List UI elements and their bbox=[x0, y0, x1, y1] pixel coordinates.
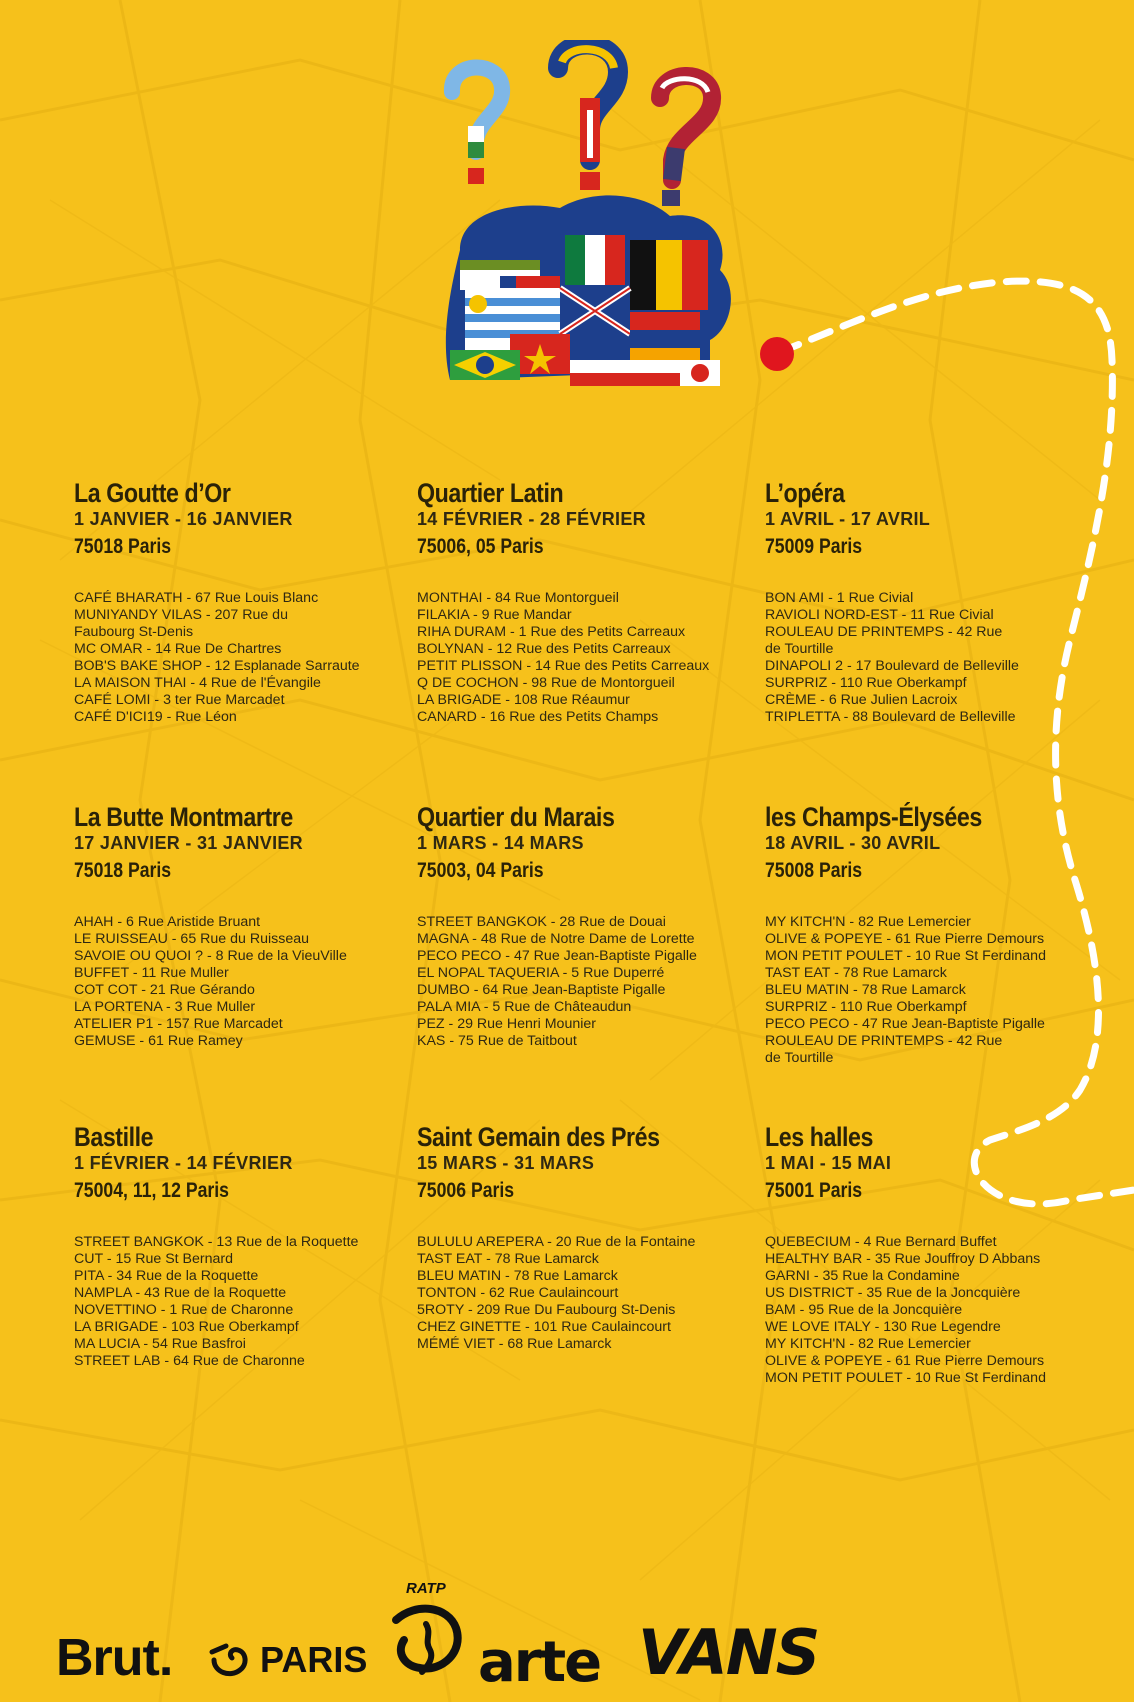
list-item: BLEU MATIN - 78 Rue Lamarck bbox=[417, 1268, 618, 1284]
list-item: MONTHAI - 84 Rue Montorgueil bbox=[417, 590, 619, 606]
list-item: MC OMAR - 14 Rue De Chartres bbox=[74, 641, 282, 657]
list-item: BOB'S BAKE SHOP - 12 Esplanade Sarraute bbox=[74, 658, 360, 674]
section-quartier-marais bbox=[417, 802, 747, 1050]
section-title: Quartier Latin bbox=[417, 478, 564, 508]
list-item: BOLYNAN - 12 Rue des Petits Carreaux bbox=[417, 641, 671, 657]
section-dates: 14 FÉVRIER - 28 FÉVRIER bbox=[417, 509, 646, 529]
list-item: SURPRIZ - 110 Rue Oberkampf bbox=[765, 675, 967, 691]
list-item: CRÈME - 6 Rue Julien Lacroix bbox=[765, 692, 958, 708]
section-dates: 17 JANVIER - 31 JANVIER bbox=[74, 833, 303, 853]
section-dates: 1 FÉVRIER - 14 FÉVRIER bbox=[74, 1153, 293, 1173]
ratp-logo bbox=[386, 1580, 466, 1690]
list-item: FILAKIA - 9 Rue Mandar bbox=[417, 607, 572, 623]
section-zip: 75006, 05 Paris bbox=[417, 535, 544, 558]
list-item: MON PETIT POULET - 10 Rue St Ferdinand bbox=[765, 948, 1046, 964]
sponsor-logos bbox=[0, 1580, 1134, 1702]
list-item: ROULEAU DE PRINTEMPS - 42 Rue de Tourtille bbox=[765, 624, 1003, 657]
section-title: Saint Gemain des Prés bbox=[417, 1122, 660, 1152]
section-dates: 1 MARS - 14 MARS bbox=[417, 833, 584, 853]
places-list bbox=[74, 1234, 404, 1370]
section-zip: 75008 Paris bbox=[765, 859, 863, 882]
list-item: BUFFET - 11 Rue Muller bbox=[74, 965, 229, 981]
list-item: MY KITCH'N - 82 Rue Lemercier bbox=[765, 914, 971, 930]
list-item: MA LUCIA - 54 Rue Basfroi bbox=[74, 1336, 246, 1352]
section-zip: 75004, 11, 12 Paris bbox=[74, 1179, 229, 1202]
list-item: LE RUISSEAU - 65 Rue du Ruisseau bbox=[74, 931, 309, 947]
places-list bbox=[765, 914, 1095, 1067]
list-item: MUNIYANDY VILAS - 207 Rue du Faubourg St-Denis bbox=[74, 607, 288, 640]
list-item: STREET BANGKOK - 28 Rue de Douai bbox=[417, 914, 666, 930]
list-item: MON PETIT POULET - 10 Rue St Ferdinand bbox=[765, 1370, 1046, 1386]
list-item: MAGNA - 48 Rue de Notre Dame de Lorette bbox=[417, 931, 695, 947]
list-item: AHAH - 6 Rue Aristide Bruant bbox=[74, 914, 261, 930]
list-item: TAST EAT - 78 Rue Lamarck bbox=[765, 965, 947, 981]
section-title: Quartier du Marais bbox=[417, 802, 615, 832]
list-item: NOVETTINO - 1 Rue de Charonne bbox=[74, 1302, 294, 1318]
pot-of-flags-icon bbox=[440, 40, 750, 420]
places-list bbox=[417, 590, 747, 726]
list-item: GEMUSE - 61 Rue Ramey bbox=[74, 1033, 243, 1049]
list-item: RAVIOLI NORD-EST - 11 Rue Civial bbox=[765, 607, 994, 623]
section-dates: 18 AVRIL - 30 AVRIL bbox=[765, 833, 941, 853]
list-item: TRIPLETTA - 88 Boulevard de Belleville bbox=[765, 709, 1016, 725]
section-title: La Butte Montmartre bbox=[74, 802, 293, 832]
section-zip: 75003, 04 Paris bbox=[417, 859, 544, 882]
list-item: ROULEAU DE PRINTEMPS - 42 Rue de Tourtille bbox=[765, 1033, 1003, 1066]
section-les-halles bbox=[765, 1122, 1095, 1387]
section-zip: 75006 Paris bbox=[417, 1179, 515, 1202]
section-opera bbox=[765, 478, 1095, 726]
places-list bbox=[765, 1234, 1095, 1387]
vans-logo: VANS bbox=[638, 1616, 819, 1689]
ratp-logo-icon bbox=[386, 1580, 466, 1690]
list-item: COT COT - 21 Rue Gérando bbox=[74, 982, 255, 998]
paris-logo bbox=[208, 1638, 367, 1682]
list-item: ATELIER P1 - 157 Rue Marcadet bbox=[74, 1016, 283, 1032]
list-item: PITA - 34 Rue de la Roquette bbox=[74, 1268, 259, 1284]
list-item: NAMPLA - 43 Rue de la Roquette bbox=[74, 1285, 287, 1301]
list-item: PECO PECO - 47 Rue Jean-Baptiste Pigalle bbox=[765, 1016, 1045, 1032]
list-item: OLIVE & POPEYE - 61 Rue Pierre Demours bbox=[765, 931, 1045, 947]
places-list bbox=[417, 1234, 747, 1353]
section-saint-germain bbox=[417, 1122, 747, 1353]
paris-logo-text: PARIS bbox=[260, 1639, 368, 1680]
list-item: CAFÉ D'ICI19 - Rue Léon bbox=[74, 709, 237, 725]
section-champs-elysees bbox=[765, 802, 1095, 1067]
list-item: KAS - 75 Rue de Taitbout bbox=[417, 1033, 577, 1049]
paris-logo-icon bbox=[208, 1638, 252, 1682]
section-bastille bbox=[74, 1122, 404, 1370]
list-item: LA BRIGADE - 103 Rue Oberkampf bbox=[74, 1319, 299, 1335]
section-title: Les halles bbox=[765, 1122, 873, 1152]
section-goutte-dor bbox=[74, 478, 404, 726]
list-item: GARNI - 35 Rue la Condamine bbox=[765, 1268, 960, 1284]
list-item: CAFÉ BHARATH - 67 Rue Louis Blanc bbox=[74, 590, 319, 606]
section-title: L’opéra bbox=[765, 478, 845, 508]
list-item: WE LOVE ITALY - 130 Rue Legendre bbox=[765, 1319, 1001, 1335]
list-item: BULULU AREPERA - 20 Rue de la Fontaine bbox=[417, 1234, 696, 1250]
list-item: MY KITCH'N - 82 Rue Lemercier bbox=[765, 1336, 971, 1352]
section-dates: 1 AVRIL - 17 AVRIL bbox=[765, 509, 931, 529]
list-item: DUMBO - 64 Rue Jean-Baptiste Pigalle bbox=[417, 982, 666, 998]
list-item: MÉMÉ VIET - 68 Rue Lamarck bbox=[417, 1336, 612, 1352]
section-dates: 15 MARS - 31 MARS bbox=[417, 1153, 595, 1173]
list-item: OLIVE & POPEYE - 61 Rue Pierre Demours bbox=[765, 1353, 1045, 1369]
places-list bbox=[74, 590, 404, 726]
section-zip: 75001 Paris bbox=[765, 1179, 863, 1202]
list-item: PALA MIA - 5 Rue de Châteaudun bbox=[417, 999, 632, 1015]
section-title: La Goutte d’Or bbox=[74, 478, 231, 508]
list-item: CAFÉ LOMI - 3 ter Rue Marcadet bbox=[74, 692, 285, 708]
list-item: PEZ - 29 Rue Henri Mounier bbox=[417, 1016, 596, 1032]
ratp-logo-text: RATP bbox=[406, 1580, 446, 1597]
arte-logo: arte bbox=[478, 1630, 601, 1695]
list-item: PECO PECO - 47 Rue Jean-Baptiste Pigalle bbox=[417, 948, 697, 964]
list-item: LA BRIGADE - 108 Rue Réaumur bbox=[417, 692, 630, 708]
places-list bbox=[765, 590, 1095, 726]
section-dates: 1 JANVIER - 16 JANVIER bbox=[74, 509, 293, 529]
section-title: Bastille bbox=[74, 1122, 154, 1152]
list-item: DINAPOLI 2 - 17 Boulevard de Belleville bbox=[765, 658, 1019, 674]
list-item: RIHA DURAM - 1 Rue des Petits Carreaux bbox=[417, 624, 686, 640]
section-title: les Champs-Élysées bbox=[765, 802, 982, 832]
list-item: US DISTRICT - 35 Rue de la Joncquière bbox=[765, 1285, 1021, 1301]
section-zip: 75018 Paris bbox=[74, 859, 172, 882]
brut-logo: Brut. bbox=[56, 1629, 173, 1687]
list-item: TONTON - 62 Rue Caulaincourt bbox=[417, 1285, 619, 1301]
list-item: STREET BANGKOK - 13 Rue de la Roquette bbox=[74, 1234, 359, 1250]
list-item: LA PORTENA - 3 Rue Muller bbox=[74, 999, 256, 1015]
places-list bbox=[417, 914, 747, 1050]
question-mark-flag-icon bbox=[452, 44, 712, 206]
list-item: CUT - 15 Rue St Bernard bbox=[74, 1251, 234, 1267]
list-item: LA MAISON THAI - 4 Rue de l'Évangile bbox=[74, 675, 321, 691]
list-item: BON AMI - 1 Rue Civial bbox=[765, 590, 914, 606]
section-quartier-latin bbox=[417, 478, 747, 726]
section-dates: 1 MAI - 15 MAI bbox=[765, 1153, 892, 1173]
list-item: STREET LAB - 64 Rue de Charonne bbox=[74, 1353, 305, 1369]
places-list bbox=[74, 914, 404, 1050]
list-item: BLEU MATIN - 78 Rue Lamarck bbox=[765, 982, 966, 998]
list-item: QUEBECIUM - 4 Rue Bernard Buffet bbox=[765, 1234, 997, 1250]
list-item: TAST EAT - 78 Rue Lamarck bbox=[417, 1251, 599, 1267]
section-zip: 75018 Paris bbox=[74, 535, 172, 558]
list-item: BAM - 95 Rue de la Joncquière bbox=[765, 1302, 963, 1318]
section-zip: 75009 Paris bbox=[765, 535, 863, 558]
list-item: 5ROTY - 209 Rue Du Faubourg St-Denis bbox=[417, 1302, 676, 1318]
list-item: SAVOIE OU QUOI ? - 8 Rue de la VieuVille bbox=[74, 948, 347, 964]
list-item: Q DE COCHON - 98 Rue de Montorgueil bbox=[417, 675, 675, 691]
list-item: PETIT PLISSON - 14 Rue des Petits Carreaux bbox=[417, 658, 710, 674]
section-butte-montmartre bbox=[74, 802, 404, 1050]
list-item: SURPRIZ - 110 Rue Oberkampf bbox=[765, 999, 967, 1015]
list-item: CANARD - 16 Rue des Petits Champs bbox=[417, 709, 659, 725]
list-item: HEALTHY BAR - 35 Rue Jouffroy D Abbans bbox=[765, 1251, 1041, 1267]
list-item: EL NOPAL TAQUERIA - 5 Rue Duperré bbox=[417, 965, 665, 981]
list-item: CHEZ GINETTE - 101 Rue Caulaincourt bbox=[417, 1319, 671, 1335]
